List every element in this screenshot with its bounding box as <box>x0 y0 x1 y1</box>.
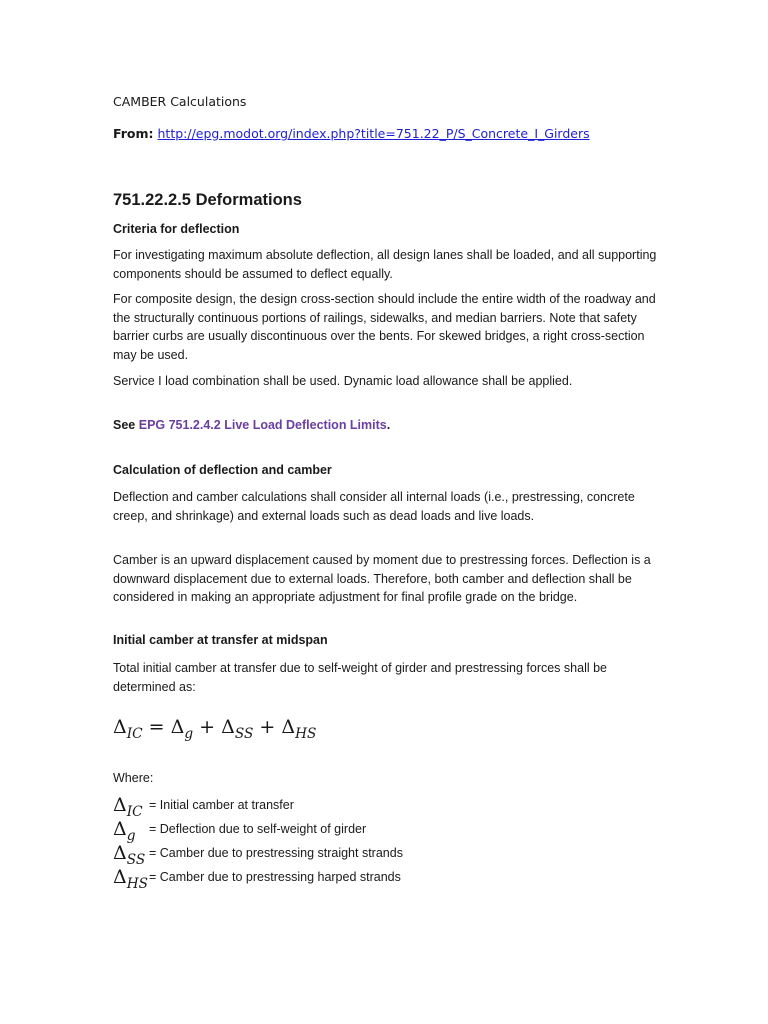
delta-symbol: $\Delta_{SS}$ <box>113 842 146 868</box>
definition-item <box>113 794 294 818</box>
where-label: Where: <box>113 771 154 785</box>
epg-reference-link[interactable]: EPG 751.2.4.2 Live Load Deflection Limits <box>138 418 387 432</box>
calc-paragraph-2: Camber is an upward displacement caused by moment due to prestressing forces. Deflection is a downward displacement due to external loads. Therefore, both camber and deflection shall be considered in making an appropriate adjustment for final profile grade on the bridge. <box>113 553 651 604</box>
criteria-paragraph-1: For investigating maximum absolute deflection, all design lanes shall be loaded, and all supporting components should be assumed to deflect equally. <box>113 248 657 281</box>
definition-text: = Camber due to prestressing straight strands <box>149 846 403 860</box>
see-reference <box>113 418 390 432</box>
criteria-paragraph-2: For composite design, the design cross-section should include the entire width of the roadway and the structurally continuous portions of railings, sidewalks, and median barriers. Note that safety barrier curbs are usually discontinuous over the bents. For skewed bridges, a right cross-section may be used. <box>113 292 656 362</box>
calc-paragraph-1: Deflection and camber calculations shall consider all internal loads (i.e., prestressing, concrete creep, and shrinkage) and external loads such as dead loads and live loads. <box>113 490 635 523</box>
symbol-subscript: SS <box>126 851 146 868</box>
symbol-subscript: g <box>126 827 136 844</box>
section-title: 751.22.2.5 Deformations <box>113 191 302 209</box>
criteria-paragraph-3: Service I load combination shall be used. Dynamic load allowance shall be applied. <box>113 374 573 388</box>
document-title: CAMBER Calculations <box>113 94 247 109</box>
symbol-subscript: HS <box>126 875 149 892</box>
definition-text: = Initial camber at transfer <box>149 798 294 812</box>
from-label: From: <box>113 126 154 141</box>
criteria-heading: Criteria for deflection <box>113 222 240 236</box>
delta-symbol: $\Delta_{IC}$ <box>113 794 143 820</box>
initial-camber-paragraph: Total initial camber at transfer due to self-weight of girder and prestressing forces shall be determined as: <box>113 661 607 694</box>
eq-term3-sub: HS <box>295 725 317 742</box>
definition-item <box>113 866 401 890</box>
eq-term2-sub: SS <box>234 725 254 742</box>
delta-symbol: $\Delta_g$ <box>113 818 136 844</box>
calc-heading: Calculation of deflection and camber <box>113 463 332 477</box>
source-line <box>113 126 590 141</box>
definition-text: = Deflection due to self-weight of girder <box>149 822 367 836</box>
initial-camber-heading: Initial camber at transfer at midspan <box>113 633 328 647</box>
definition-item <box>113 818 366 842</box>
eq-lhs-sub: IC <box>126 725 143 742</box>
source-link[interactable]: http://epg.modot.org/index.php?title=751.22_P/S_Concrete_I_Girders <box>157 126 590 141</box>
delta-symbol: $\Delta_{HS}$ <box>113 866 149 892</box>
definition-text: = Camber due to prestressing harped strands <box>149 870 401 884</box>
camber-equation: $\Delta_{IC} = \Delta_g + \Delta_{SS} + \Delta_{HS}$ <box>113 716 317 742</box>
eq-term1-sub: g <box>184 725 194 742</box>
symbol-subscript: IC <box>126 803 143 820</box>
see-prefix: See <box>113 418 136 432</box>
definition-item <box>113 842 403 866</box>
see-suffix: . <box>386 418 391 432</box>
